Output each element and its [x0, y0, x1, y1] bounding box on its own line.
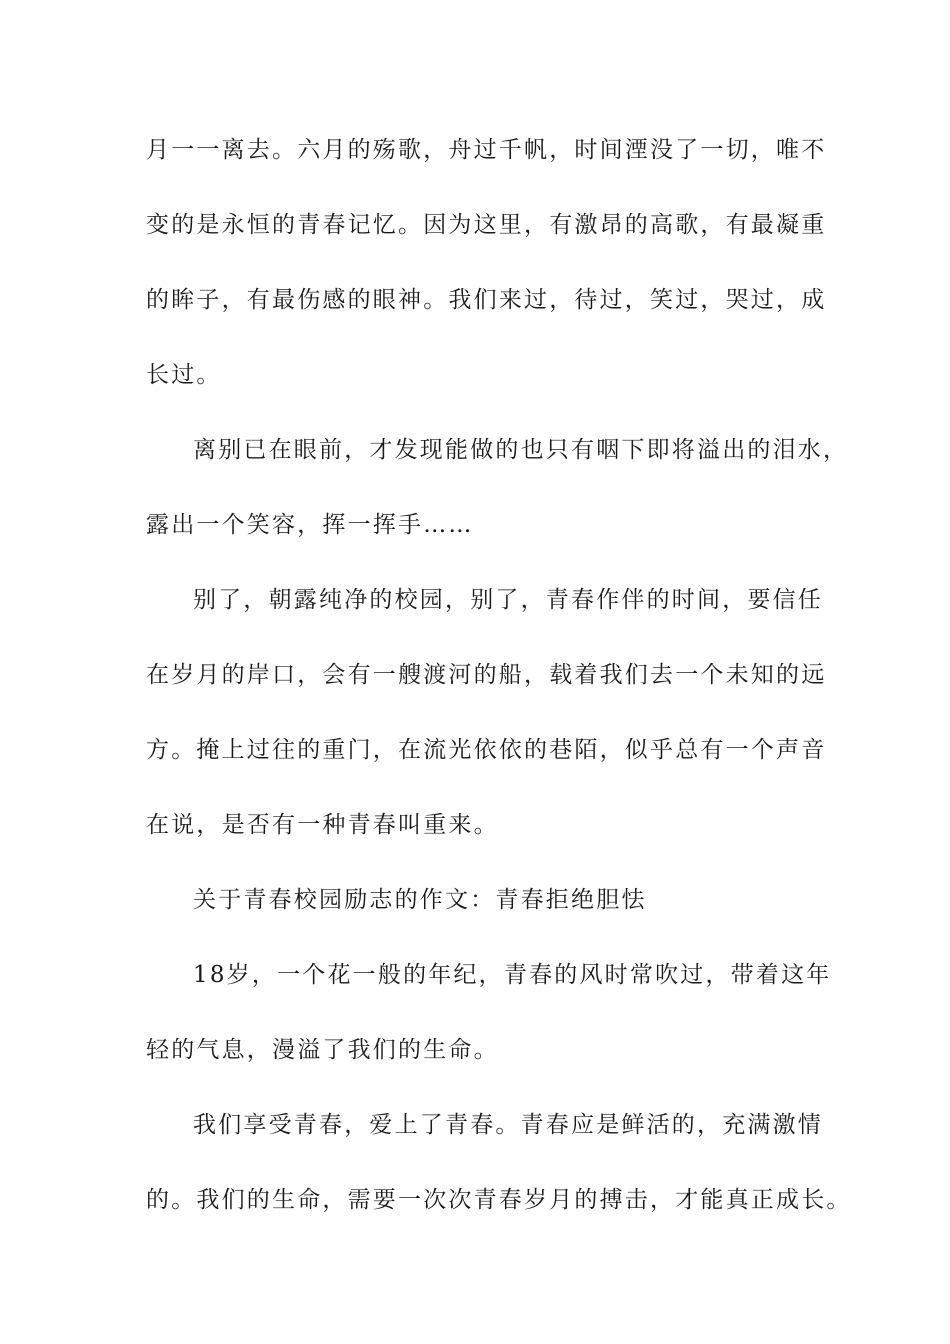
paragraph-1-line-4: 长过。 — [146, 362, 222, 388]
paragraph-3-line-3: 方。掩上过往的重门，在流光依依的巷陌，似乎总有一个声音 — [146, 737, 827, 763]
paragraph-1-line-3: 的眸子，有最伤感的眼神。我们来过，待过，笑过，哭过，成 — [146, 287, 827, 313]
paragraph-6-line-1: 我们享受青春，爱上了青春。青春应是鲜活的，充满激情 — [193, 1112, 823, 1138]
paragraph-3-line-4: 在说，是否有一种青春叫重来。 — [146, 812, 499, 838]
essay-title: 关于青春校园励志的作文：青春拒绝胆怯 — [193, 887, 647, 913]
paragraph-1-line-2: 变的是永恒的青春记忆。因为这里，有激昂的高歌，有最凝重 — [146, 212, 827, 238]
paragraph-2-line-1: 离别已在眼前，才发现能做的也只有咽下即将溢出的泪水， — [193, 437, 849, 463]
paragraph-5-line-2: 轻的气息，漫溢了我们的生命。 — [146, 1037, 499, 1063]
paragraph-6-line-2: 的。我们的生命，需要一次次青春岁月的搏击，才能真正成长。 — [146, 1187, 852, 1213]
paragraph-3-line-2: 在岁月的岸口，会有一艘渡河的船，载着我们去一个未知的远 — [146, 662, 827, 688]
paragraph-3-line-1: 别了，朝露纯净的校园，别了，青春作伴的时间，要信任 — [193, 587, 823, 613]
paragraph-1-line-1: 月一一离去。六月的殇歌，舟过千帆，时间湮没了一切，唯不 — [146, 137, 827, 163]
paragraph-5-line-1: 18岁，一个花一般的年纪，青春的风时常吹过，带着这年 — [193, 962, 832, 988]
paragraph-2-line-2: 露出一个笑容，挥一挥手…… — [146, 512, 474, 538]
